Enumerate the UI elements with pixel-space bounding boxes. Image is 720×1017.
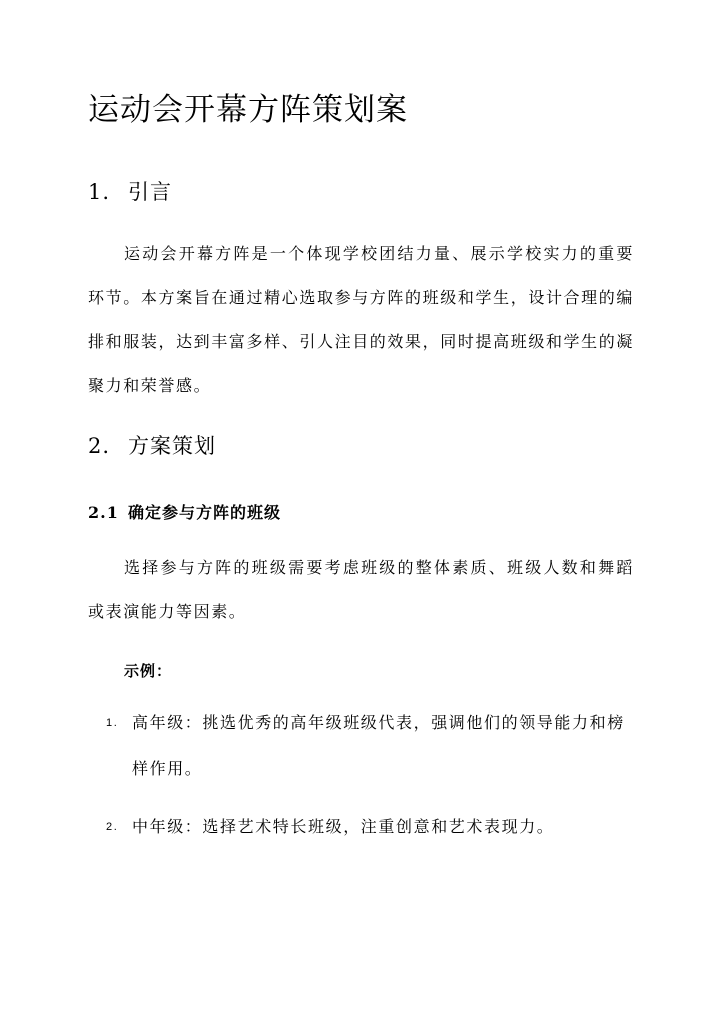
section-title: 方案策划 [128, 434, 216, 458]
section-paragraph: 运动会开幕方阵是一个体现学校团结力量、展示学校实力的重要环节。本方案旨在通过精心选取参与方阵的班级和学生，设计合理的编排和服装，达到丰富多样、引人注目的效果，同时提高班级和学生的凝聚力和荣誉感。 [88, 244, 634, 395]
document-title: 运动会开幕方阵策划案 [88, 92, 408, 128]
subsection-heading [88, 500, 281, 523]
list-item [106, 804, 626, 850]
subsection-paragraph: 选择参与方阵的班级需要考虑班级的整体素质、班级人数和舞蹈或表演能力等因素。 [88, 558, 634, 621]
section-heading [88, 430, 216, 460]
section-number: 1. [88, 180, 111, 204]
section-number: 2. [88, 434, 111, 458]
list-item-text: 高年级：挑选优秀的高年级班级代表，强调他们的领导能力和榜样作用。 [132, 713, 625, 778]
list-marker: 2. [106, 821, 119, 833]
subsection-title: 确定参与方阵的班级 [128, 503, 282, 522]
list-item-text: 中年级：选择艺术特长班级，注重创意和艺术表现力。 [132, 817, 555, 836]
subsection-number: 2.1 [88, 503, 119, 522]
section-title: 引言 [128, 180, 172, 204]
list-marker: 1. [106, 717, 119, 729]
example-label: 示例： [124, 662, 173, 680]
list-item [106, 700, 626, 792]
section-heading [88, 176, 172, 206]
